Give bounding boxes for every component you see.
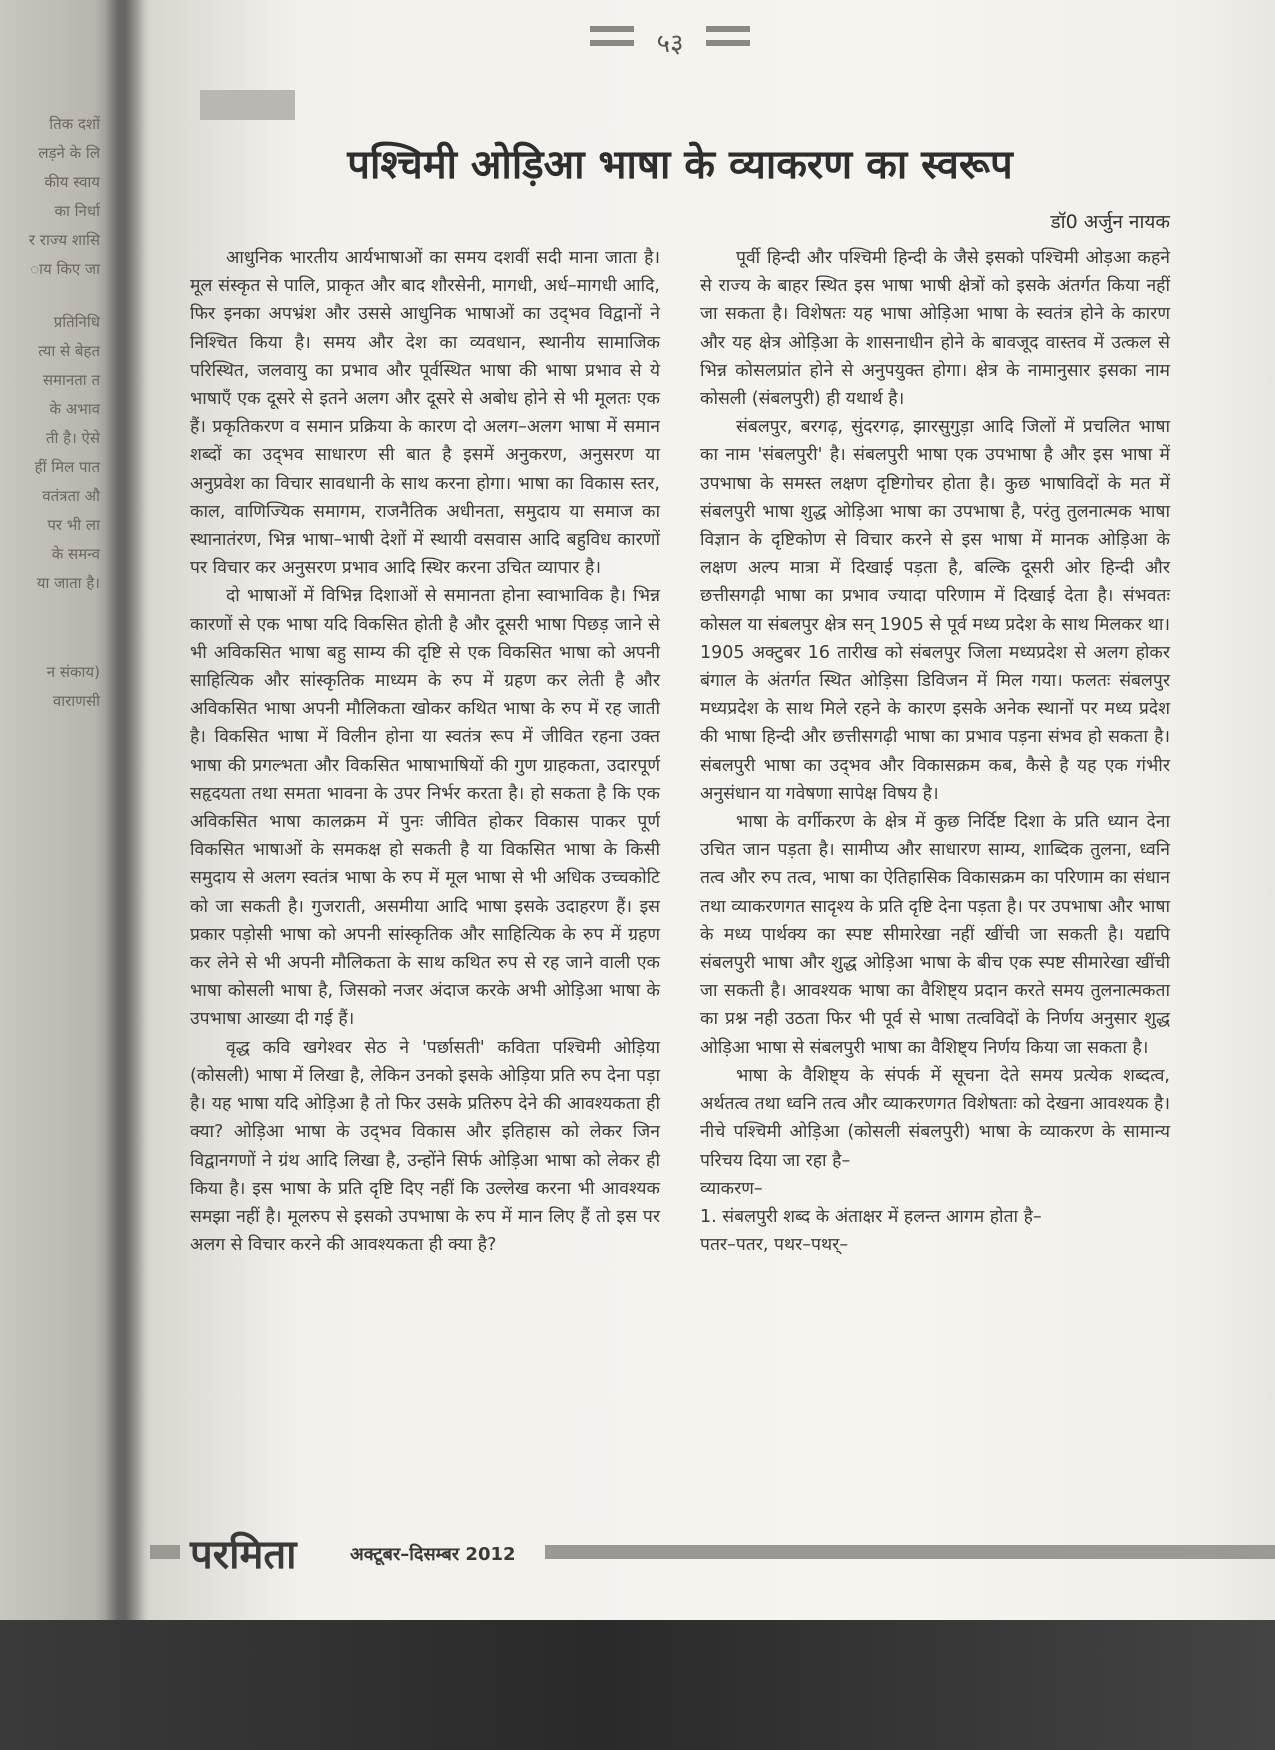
paragraph: संबलपुर, बरगढ़, सुंदरगढ़, झारसुगुड़ा आदि जिलों में प्रचलित भाषा का नाम 'संबलपुरी' है। संबलपुरी भाषा एक उपभाषा है और इस भाषा में उपभाषा के समस्त लक्षण दृष्टिगोचर होता है। कुछ भाषाविदों के मत में संबलपुरी भाषा शुद्ध ओड़िआ भाषा का उपभाषा है, परंतु तुलनात्मक भाषा विज्ञान के दृष्टिकोण से विचार करने से इस भाषा में मानक ओड़िआ के लक्षण अल्प मात्रा में दिखाई पड़ता है, बल्कि दूसरी ओर हिन्दी और छत्तीसगढ़ी भाषा का प्रभाव ज्यादा परिणाम में दिखाई देता है। संभवतः कोसल या संबलपुर क्षेत्र सन् 1905 से पूर्व मध्य प्रदेश के साथ मिलकर था। 1905 अक्टुबर 16 तारीख को संबलपुर जिला मध्यप्रदेश से अलग होकर बंगाल के अंतर्गत स्थित ओड़िसा डिविजन में मिल गया। फलतः संबलपुर मध्यप्रदेश के साथ मिले रहने के कारण इसके अनेक स्थानों पर मध्य प्रदेश की भाषा हिन्दी और छत्तीसगढ़ी भाषा का प्रभाव पड़ना संभव हो सकता है। संबलपुरी भाषा का उद्‌भव और विकासक्रम कब, कैसे है यह एक गंभीर अनुसंधान या गवेषणा सापेक्ष विषय है।	[700, 417, 1170, 804]
margin-fragment: ाय किए जा	[30, 260, 100, 278]
margin-fragment: कीय स्वाय	[44, 173, 100, 191]
book-spine-shadow	[105, 0, 145, 1620]
issue-date: अक्टूबर–दिसम्बर 2012	[350, 1544, 516, 1565]
paragraph: आधुनिक भारतीय आर्यभाषाओं का समय दशवीं सदी माना जाता है। मूल संस्कृत से पालि, प्राकृत और बाद शौरसेनी, मागधी, अर्ध–मागधी आदि, फिर इनका अपभ्रंश और उससे आधुनिक भाषाओं का उद्‌भव विद्वानों ने निश्चित किया है। समय और देश का व्यवधान, स्थानीय सामाजिक परिस्थित, जलवायु का प्रभाव और पूर्वस्थित भाषा की भाषा प्रभाव से ये भाषाएँ एक दूसरे से इतने अलग और दूसरे से अबोध होने से भी मूलतः एक हैं। प्रकृतिकरण व समान प्रक्रिया के कारण दो अलग–अलग भाषा में समान शब्दों का उद्‌भव साधारण सी बात है इसमें अनुकरण, अनुसरण या अनुप्रवेश का विचार सावधानी के साथ करना होगा। भाषा का विकास स्तर, काल, वाणिज्यिक समागम, राजनैतिक अधीनता, समुदाय या समाज का स्थानातंरण, भिन्न भाषा–भाषी देशों में स्थायी वसवास आदि बहुविध कारणों पर विचार कर अनुसरण प्रभाव आदि स्थिर करना उचित व्यापार है।	[190, 248, 660, 579]
margin-fragment: लड़ने के लि	[38, 144, 100, 162]
magazine-brand: परमिता	[190, 1531, 297, 1578]
page-number: ५३	[656, 29, 684, 59]
margin-fragment: त्या से बेहत	[38, 342, 100, 360]
margin-fragment: ती है। ऐसे	[45, 429, 100, 447]
margin-fragment: वतंत्रता औ	[42, 487, 100, 505]
margin-fragment: का निर्धा	[54, 202, 100, 220]
paragraph: पूर्वी हिन्दी और पश्चिमी हिन्दी के जैसे इसको पश्चिमी ओड़आ कहने से राज्य के बाहर स्थित इस भाषा भाषी क्षेत्रों को इसके अंतर्गत किया नहीं जा सकता है। विशेषतः यह भाषा ओड़िआ भाषा के स्वतंत्र होने के कारण और यह क्षेत्र ओड़िआ के शासनाधीन होने के बावजूद वास्तव में उत्कल से भिन्न कोसलप्रांत होने से अनुपयुक्त होगा। क्षेत्र के नामानुसार इसका नाम कोसली (संबलपुरी) ही यथार्थ है।	[700, 248, 1170, 410]
margin-fragment: र राज्य शासि	[28, 231, 100, 249]
margin-fragment: के समन्व	[51, 545, 100, 563]
paragraph: दो भाषाओं में विभिन्न दिशाओं से समानता होना स्वाभाविक है। भिन्न कारणों से एक भाषा यदि विकसित होती है और दूसरी भाषा पिछड़ जाने से भी अविकसित भाषा बहु साम्य की दृष्टि से एक विकसित भाषा को अपनी साहित्यिक और सांस्कृतिक माध्यम के रुप में ग्रहण कर लेती है और अविकसित भाषा अपनी मौलिकता खोकर कथित भाषा के रुप में रह जाती है। विकसित भाषा में विलीन होना या स्वतंत्र रूप में जीवित रहना उक्त भाषा की प्रगल्भता और विकसित भाषाभाषियों की गुण ग्राहकता, उदारपूर्ण सहृदयता तथा समता भावना के उपर निर्भर करता है। हो सकता है कि एक अविकसित भाषा कालक्रम में पुनः जीवित होकर विकास पाकर पूर्ण विकसित भाषाओं के समकक्ष हो सकती है या विकसित भाषा के किसी समुदाय से अलग स्वतंत्र भाषा के रुप में मूल भाषा से भी अधिक उच्चकोटि को जा सकती है। गुजराती, असमीया आदि भाषा इसके उदाहरण हैं। इस प्रकार पड़ोसी भाषा को अपनी सांस्कृतिक और साहित्यिक के रुप में ग्रहण कर लेने से भी अपनी मौलिकता के साथ कथित रुप से रह जाने वाली एक भाषा कोसली भाषा है, जिसको नजर अंदाज करके अभी ओड़िआ भाषा के उपभाषा आख्या दी गई हैं।	[190, 586, 660, 1030]
page-number-ornament	[590, 12, 750, 74]
grammar-heading: व्याकरण–	[700, 1178, 763, 1199]
margin-fragment: के अभाव	[49, 400, 100, 418]
grammar-example: पतर–पतर, पथर–पथर्–	[700, 1235, 849, 1256]
paragraph: भाषा के वर्गीकरण के क्षेत्र में कुछ निर्दिष्ट दिशा के प्रति ध्यान देना उचित जान पड़ता है। सामीप्य और साधारण साम्य, शाब्दिक तुलना, ध्वनि तत्व और रुप तत्व, भाषा का ऐतिहासिक विकासक्रम का परिणाम का संधान तथा व्याकरणगत सादृश्य के प्रति दृष्टि देना पड़ता है। पर उपभाषा और भाषा के मध्य पार्थक्य का स्पष्ट सीमारेखा नहीं खींची जा सकती है। यद्यपि संबलपुरी भाषा और शुद्ध ओड़िआ भाषा के बीच एक स्पष्ट सीमारेखा खींची जा सकती है। आवश्यक भाषा का वैशिष्ट्य प्रदान करते समय तुलनात्मकता का प्रश्न नही उठता फिर भी पूर्व से भाषा तत्वविदों के निर्णय अनुसार शुद्ध ओड़िआ भाषा से संबलपुरी भाषा का वैशिष्ट्य निर्णय किया जा सकता है।	[700, 812, 1170, 1058]
previous-page-margin	[0, 110, 110, 810]
margin-fragment: समानता त	[42, 371, 100, 389]
grammar-rule: 1. संबलपुरी शब्द के अंताक्षर में हलन्त आगम होता है–	[700, 1206, 1042, 1227]
footer-rule	[150, 1545, 180, 1559]
margin-fragment: पर भी ला	[47, 516, 100, 534]
margin-fragment: न संकाय)	[46, 663, 100, 681]
right-column	[700, 244, 1170, 1259]
margin-fragment: वाराणसी	[52, 692, 100, 710]
margin-fragment: हीं मिल पात	[34, 458, 100, 476]
scanner-background	[0, 1620, 1275, 1750]
left-column	[190, 244, 660, 1259]
paragraph: भाषा के वैशिष्ट्य के संपर्क में सूचना देते समय प्रत्येक शब्दत्व, अर्थतत्व तथा ध्वनि तत्व और व्याकरणगत विशेषताः को देखना आवश्यक है। नीचे पश्चिमी ओड़िआ (कोसली संबलपुरी) भाषा के व्याकरण के सामान्य परिचय दिया जा रहा है–	[700, 1065, 1170, 1171]
author-name: डॉ0 अर्जुन नायक	[1050, 211, 1170, 233]
margin-fragment: प्रतिनिधि	[53, 313, 100, 331]
margin-fragment: तिक दशों	[49, 115, 100, 133]
article-title: पश्चिमी ओड़िआ भाषा के व्याकरण का स्वरूप	[347, 142, 1013, 188]
paragraph: वृद्ध कवि खगेश्वर सेठ ने 'पर्छासती' कविता पश्चिमी ओड़िया (कोसली) भाषा में लिखा है, लेकिन उनको इसके ओड़िया प्रति रुप देना पड़ा है। यह भाषा यदि ओड़िआ है तो फिर उसके प्रतिरुप देने की आवश्यकता ही क्या? ओड़िआ भाषा के उद्‌भव विकास और इतिहास को लेकर जिन विद्वानगणों ने ग्रंथ आदि लिखा है, उन्होंने सिर्फ ओड़िआ भाषा को लेकर ही किया है। इस भाषा के प्रति दृष्टि दिए नहीं कि उल्लेख करना भी आवश्यक समझा नहीं है। मूलरुप से इसको उपभाषा के रुप में मान लिए हैं तो इस पर अलग से विचार करने की आवश्यकता ही क्या है?	[190, 1037, 660, 1256]
section-tag	[200, 90, 295, 120]
footer-rule	[545, 1545, 1275, 1559]
margin-fragment: या जाता है।	[36, 574, 100, 592]
